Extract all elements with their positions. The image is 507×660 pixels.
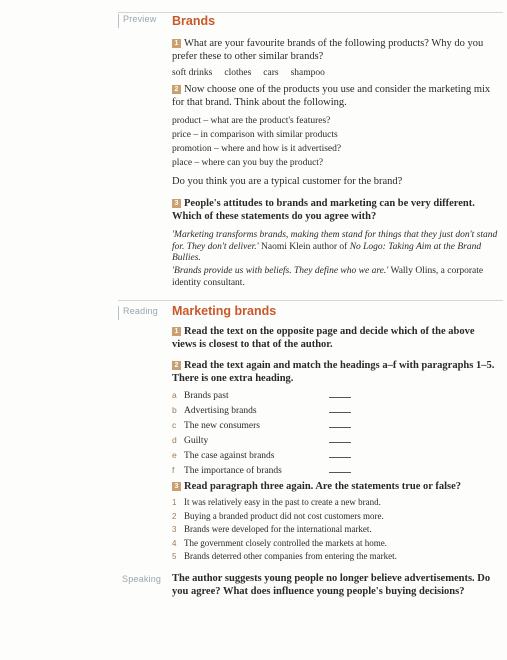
list-item: 3 Brands were developed for the international market.: [172, 524, 372, 535]
mix-item: place – where can you buy the product?: [172, 158, 324, 168]
list-item: c The new consumers: [172, 418, 372, 433]
marketing-mix-list: [172, 114, 499, 170]
answer-blank[interactable]: [329, 397, 351, 398]
task-number: 2: [172, 361, 181, 370]
side-label-reading: Reading: [118, 306, 169, 320]
task-number: 1: [172, 39, 181, 48]
quote-klein: [172, 230, 499, 265]
preview-task-2: [172, 84, 499, 109]
list-item: d Guilty: [172, 433, 372, 448]
task-text: What are your favourite brands of the following products? Why do you prefer these to other similar brands?: [172, 38, 484, 62]
quote-text: 'Brands provide us with beliefs. They define who we are.': [172, 266, 389, 276]
true-false-list: [172, 496, 499, 564]
task-text: People's attitudes to brands and marketing can be very different. Which of these statements do you agree with?: [172, 198, 475, 222]
list-item: e The case against brands: [172, 448, 372, 463]
list-item: a Brands past: [172, 388, 372, 403]
task-text: Read paragraph three again. Are the statements true or false?: [184, 481, 462, 492]
reading-task-2: [172, 360, 499, 385]
list-item: b Advertising brands: [172, 403, 372, 418]
brand-item: soft drinks: [172, 68, 213, 78]
answer-blank[interactable]: [329, 442, 351, 443]
list-item: 5 Brands deterred other companies from entering the market.: [172, 551, 397, 562]
headings-list: [172, 388, 372, 478]
section-rule: [118, 300, 503, 301]
reading-task-3: [172, 481, 499, 494]
brand-item: shampoo: [290, 68, 325, 78]
answer-blank[interactable]: [329, 427, 351, 428]
quote-text: 'Marketing transforms brands, making them stand for things that they just don't stand for. They don't deliver.': [172, 230, 498, 252]
book-title: No Logo: Taking Aim at the Brand Bullies.: [172, 241, 482, 263]
list-item: 1 It was relatively easy in the past to create a new brand.: [172, 497, 381, 507]
answer-blank[interactable]: [329, 412, 351, 413]
reading-task-1: [172, 326, 499, 351]
list-item: f The importance of brands: [172, 463, 372, 478]
quote-attribution: Naomi Klein author of: [258, 241, 350, 252]
list-item: 2 Buying a branded product did not cost customers more.: [172, 510, 384, 521]
task-text: Now choose one of the products you use and consider the marketing mix for that brand. Think about the following.: [172, 84, 491, 108]
task-number: 1: [172, 327, 181, 336]
speaking-prompt: The author suggests young people no longer believe advertisements. Do you agree? What does influence young people's buying decisions?: [172, 573, 491, 597]
mix-item: product – what are the product's features?: [172, 116, 331, 126]
typical-customer-question: Do you think you are a typical customer for the brand?: [172, 176, 403, 187]
quote-olins: [172, 266, 499, 289]
section-rule: [118, 12, 503, 13]
brand-item: cars: [263, 68, 279, 78]
side-label-preview: Preview: [118, 14, 169, 28]
mix-item: promotion – where and how is it advertised?: [172, 144, 342, 154]
brand-list: [172, 66, 499, 80]
brand-item: clothes: [224, 68, 252, 78]
preview-task-3: [172, 198, 499, 223]
preview-task-1: [172, 38, 499, 63]
task-number: 3: [172, 482, 181, 491]
mix-item: price – in comparison with similar products: [172, 130, 338, 140]
task-text: Read the text on the opposite page and decide which of the above views is closest to that of the author.: [172, 326, 475, 350]
answer-blank[interactable]: [329, 472, 351, 473]
list-item: 4 The government closely controlled the markets at home.: [172, 537, 387, 548]
task-text: Read the text again and match the headings a–f with paragraphs 1–5. There is one extra heading.: [172, 360, 495, 384]
section-heading-brands: Brands: [172, 14, 216, 28]
side-label-speaking: Speaking: [122, 574, 162, 584]
quote-attribution: Wally Olins, a corporate identity consultant.: [172, 266, 484, 288]
answer-blank[interactable]: [329, 457, 351, 458]
section-heading-marketing-brands: Marketing brands: [172, 304, 277, 318]
task-number: 3: [172, 199, 181, 208]
task-number: 2: [172, 85, 181, 94]
